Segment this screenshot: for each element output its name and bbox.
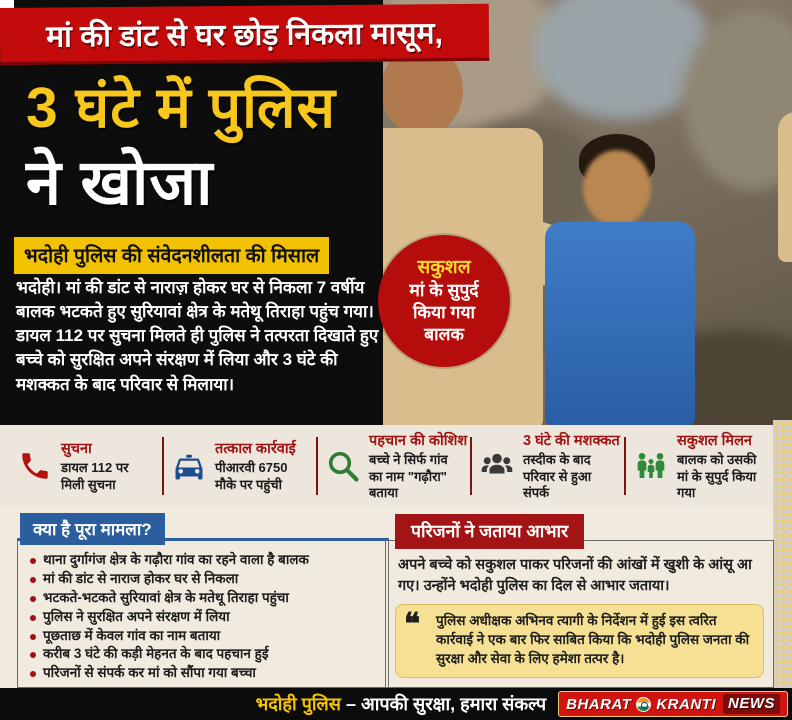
timeline-item-effort bbox=[472, 430, 624, 503]
footer-tagline-highlight: भदोही पुलिस bbox=[255, 694, 341, 714]
timeline-title: सकुशल मिलन bbox=[677, 432, 752, 449]
case-bullet: करीब 3 घंटे की कड़ी मेहनत के बाद पहचान हुई bbox=[28, 645, 380, 664]
people-group-icon bbox=[479, 448, 515, 484]
timeline-title: तत्काल कार्रवाई bbox=[215, 441, 296, 458]
police-van-icon bbox=[171, 448, 207, 484]
case-bullet: भटकते-भटकते सुरियावां क्षेत्र के मतेथू तिराहा पहुंचा bbox=[28, 589, 380, 608]
gratitude-panel bbox=[385, 540, 774, 688]
timeline-item-report bbox=[10, 438, 162, 494]
timeline-item-identify bbox=[318, 430, 470, 503]
phone-icon bbox=[17, 449, 53, 483]
headline-banner-text: मां की डांट से घर छोड़ निकला मासूम, bbox=[45, 16, 444, 54]
quote-box bbox=[395, 604, 764, 678]
quote-icon: ❝ bbox=[404, 608, 421, 642]
case-bullet: परिजनों से संपर्क कर मां को सौंपा गया बच्चा bbox=[28, 664, 380, 683]
logo-text-kranti: KRANTI bbox=[656, 695, 716, 713]
timeline-text: डायल 112 पर मिली सुचना bbox=[61, 460, 129, 492]
badge-line-1: सकुशल bbox=[417, 257, 471, 279]
timeline-band bbox=[0, 425, 792, 507]
timeline-title: पहचान की कोशिश bbox=[369, 432, 468, 449]
subtitle-bar: भदोही पुलिस की संवेदनशीलता की मिसाल bbox=[14, 237, 329, 274]
badge-line-4: बालक bbox=[424, 323, 464, 344]
timeline-title: सुचना bbox=[61, 441, 92, 458]
case-panel bbox=[17, 538, 389, 688]
bharat-kranti-news-logo bbox=[558, 691, 788, 717]
headline-white: ने खोजा bbox=[26, 148, 214, 218]
headline-banner bbox=[0, 4, 489, 65]
timeline-text: पीआरवी 6750 मौके पर पहुंची bbox=[215, 460, 288, 492]
gratitude-body: अपने बच्चे को सकुशल पाकर परिजनों की आंखों में खुशी के आंसू आ गए। उन्होंने भदोही पुलिस का दिल से आभार जताया। bbox=[398, 557, 752, 595]
timeline-text: तस्दीक के बाद परिवार से हुआ संपर्क bbox=[523, 451, 592, 501]
timeline-text: बच्चे ने सिर्फ गांव का नाम "गढ़ौरा" बताया bbox=[369, 451, 448, 501]
case-bullet: पुलिस ने सुरक्षित अपने संरक्षण में लिया bbox=[28, 608, 380, 627]
timeline-item-reunion bbox=[626, 430, 778, 503]
logo-text-bharat: BHARAT bbox=[566, 695, 632, 713]
case-bullet: मां की डांट से नाराज होकर घर से निकला bbox=[28, 570, 380, 589]
footer-tagline bbox=[256, 692, 547, 716]
footer-bar bbox=[0, 688, 792, 720]
case-bullet: पूछताछ में केवल गांव का नाम बताया bbox=[28, 627, 380, 646]
timeline-title: 3 घंटे की मशक्कत bbox=[523, 432, 620, 449]
case-panel-title: क्या है पूरा मामला? bbox=[20, 513, 165, 545]
case-bullet-list bbox=[28, 551, 380, 683]
decorative-dot-strip bbox=[773, 420, 792, 688]
headline-yellow: 3 घंटे में पुलिस bbox=[26, 76, 337, 140]
badge-line-3: किया गया bbox=[412, 301, 476, 322]
magnifier-icon bbox=[325, 448, 361, 484]
badge-line-2: मां के सुपुर्द bbox=[409, 280, 479, 301]
quote-text: पुलिस अधीक्षक अभिनव त्यागी के निर्देशन में हुई इस त्वरित कार्रवाई ने एक बार फिर साबित किया कि भदोही पुलिस जनता की सुरक्षा और सेवा के लिए हमेशा तत्पर है। bbox=[436, 613, 750, 666]
gratitude-panel-title: परिजनों ने जताया आभार bbox=[395, 514, 584, 549]
timeline-item-response bbox=[164, 438, 316, 494]
status-badge bbox=[378, 235, 510, 367]
family-icon bbox=[633, 448, 669, 484]
logo-text-news: NEWS bbox=[728, 695, 775, 712]
intro-paragraph: भदोही। मां की डांट से नाराज़ होकर घर से निकला 7 वर्षीय बालक भटकते हुए सुरियावां क्षेत्र के मतेथू तिराहा पहुंच गया। डायल 112 पर सुचना मिलते ही पुलिस ने तत्परता दिखाते हुए बच्चे को सुरक्षित अपने संरक्षण में लिया और 3 घंटे की मशक्कत के बाद परिवार से मिलाया। bbox=[16, 278, 379, 394]
timeline-text: बालक को उसकी मां के सुपुर्द किया गया bbox=[677, 451, 757, 501]
india-flag-icon bbox=[636, 697, 651, 712]
case-bullet: थाना दुर्गागंज क्षेत्र के गढ़ौरा गांव का रहने वाला है बालक bbox=[28, 551, 380, 570]
footer-tagline-rest: – आपकी सुरक्षा, हमारा संकल्प bbox=[345, 694, 547, 714]
